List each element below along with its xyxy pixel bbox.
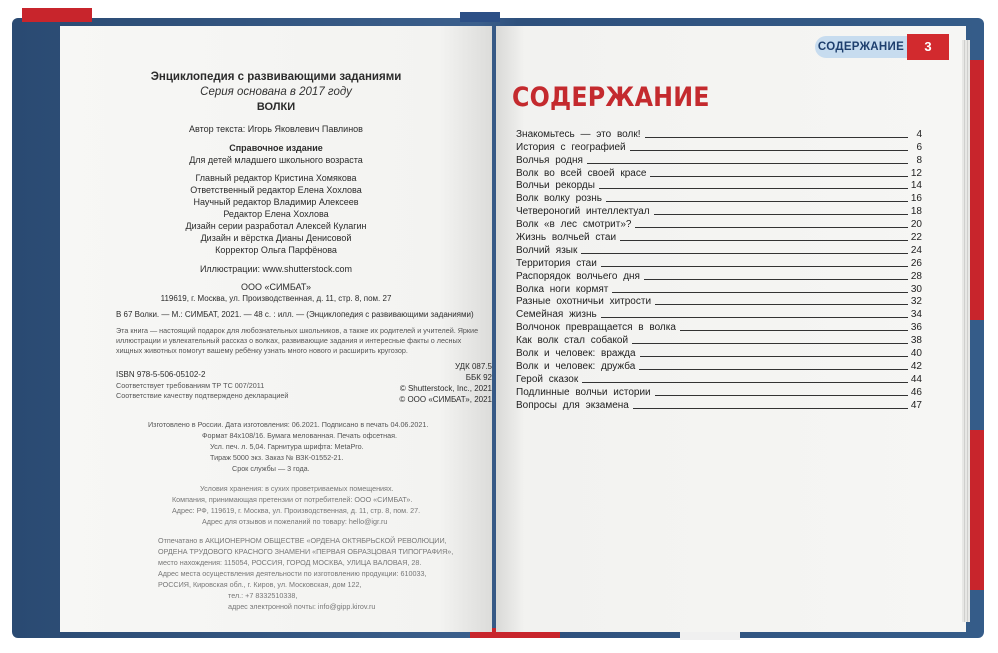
toc-entry — [516, 295, 922, 308]
cover-edge — [970, 430, 984, 590]
toc-leader-line — [582, 381, 908, 383]
series-founded: Серия основана в 2017 году — [200, 86, 352, 98]
annotation-line: хищных животных помогут вашему ребёнку узнать много нового и расширить кругозор. — [116, 346, 408, 355]
toc-leader-line — [633, 407, 908, 409]
toc-entry — [516, 153, 922, 166]
toc-entry-title: Семейная жизнь — [516, 309, 597, 321]
toc-entry-page: 24 — [910, 244, 922, 256]
copyright-line: © Shutterstock, Inc., 2021 — [399, 384, 492, 393]
toc-entry-page: 36 — [910, 322, 922, 334]
certification-line: Соответствует требованиям ТР ТС 007/2011 — [116, 381, 265, 390]
table-of-contents — [516, 127, 922, 411]
toc-leader-line — [655, 303, 908, 305]
print-info-line: Формат 84х108/16. Бумага мелованная. Печать офсетная. — [202, 431, 398, 440]
toc-leader-line — [655, 394, 908, 396]
toc-entry — [516, 269, 922, 282]
toc-entry — [516, 217, 922, 230]
staff-line: Ответственный редактор Елена Хохлова — [190, 185, 362, 195]
annotation-line: Эта книга — настоящий подарок для любознательных школьников, а также их родителей и учителей. Яркие — [116, 326, 479, 335]
toc-leader-line — [654, 213, 908, 215]
toc-entry-page: 28 — [910, 270, 922, 282]
toc-leader-line — [680, 329, 908, 331]
toc-leader-line — [639, 368, 908, 370]
staff-line: Главный редактор Кристина Хомякова — [195, 173, 357, 183]
toc-entry — [516, 166, 922, 179]
staff-line: Научный редактор Владимир Алексеев — [193, 197, 359, 207]
section-tab: СОДЕРЖАНИЕ — [815, 36, 907, 58]
toc-entry — [516, 346, 922, 359]
printer-info-line: адрес электронной почты: info@gipp.kirov.ru — [228, 602, 376, 611]
toc-leader-line — [581, 252, 908, 254]
printer-info-line: РОССИЯ, Кировская обл., г. Киров, ул. Московская, дом 122, — [158, 580, 362, 589]
book-title: ВОЛКИ — [256, 101, 296, 113]
toc-entry-page: 44 — [910, 373, 922, 385]
toc-leader-line — [601, 316, 908, 318]
toc-entry — [516, 243, 922, 256]
toc-entry-page: 14 — [910, 180, 922, 192]
udk-code: УДК 087.5 — [454, 362, 492, 371]
toc-entry-title: Волчий язык — [516, 244, 578, 256]
annotation-line: иллюстрации и увлекательный рассказ о волках, развивающие задания и интересные факты о лесных — [116, 336, 462, 345]
toc-entry — [516, 191, 922, 204]
toc-entry-title: Волчьи рекорды — [516, 180, 595, 192]
bibliographic-record: В 67 Волки. — М.: СИМБАТ, 2021. — 48 с. : илл. — (Энциклопедия с развивающими заданиями) — [116, 310, 474, 319]
toc-entry-title: Четвероногий интеллектуал — [516, 206, 650, 218]
toc-entry-title: Жизнь волчьей стаи — [516, 232, 617, 244]
toc-entry-title: Как волк стал собакой — [516, 335, 629, 347]
printer-info-line: Отпечатано в АКЦИОНЕРНОМ ОБЩЕСТВЕ «ОРДЕНА ОКТЯБРЬСКОЙ РЕВОЛЮЦИИ, — [158, 536, 447, 545]
print-info-line: Изготовлено в России. Дата изготовления: 06.2021. Подписано в печать 04.06.2021. — [148, 420, 429, 429]
printer-info-line: Адрес места осуществления деятельности по изготовлению продукции: 610033, — [158, 569, 427, 578]
toc-leader-line — [645, 136, 909, 138]
toc-entry-page: 47 — [910, 399, 922, 411]
cover-stripe — [22, 8, 92, 22]
toc-entry-title: Знакомьтесь — это волк! — [516, 128, 641, 140]
toc-entry — [516, 230, 922, 243]
left-page — [60, 26, 492, 632]
toc-entry — [516, 307, 922, 320]
staff-line: Дизайн и вёрстка Дианы Денисовой — [200, 233, 352, 243]
toc-entry — [516, 372, 922, 385]
storage-info-line: Адрес: РФ, 119619, г. Москва, ул. Производственная, д. 11, стр. 8, пом. 27. — [172, 506, 421, 515]
toc-entry-page: 38 — [910, 335, 922, 347]
toc-entry-title: Волк во всей своей красе — [516, 167, 647, 179]
toc-entry — [516, 385, 922, 398]
toc-entry-page: 20 — [910, 219, 922, 231]
toc-entry-title: Подлинные волчьи истории — [516, 386, 651, 398]
toc-entry-page: 4 — [916, 128, 922, 140]
illustrations-credit: Иллюстрации: www.shutterstock.com — [199, 264, 353, 274]
storage-info-line: Условия хранения: в сухих проветриваемых помещениях. — [200, 484, 394, 493]
storage-info-line: Адрес для отзывов и пожеланий по товару: hello@igr.ru — [202, 517, 388, 526]
toc-entry — [516, 333, 922, 346]
toc-entry-page: 22 — [910, 232, 922, 244]
printer-info-line: тел.: +7 8332510338, — [228, 591, 298, 600]
toc-entry — [516, 320, 922, 333]
print-info-line: Усл. печ. л. 5,04. Гарнитура шрифта: MetaPro. — [210, 442, 364, 451]
toc-leader-line — [640, 355, 908, 357]
toc-entry — [516, 179, 922, 192]
print-info-line: Тираж 5000 экз. Заказ № ВЗК-01552-21. — [210, 453, 344, 462]
cover-edge — [970, 60, 984, 320]
printer-info-line: место нахождения: 115054, РОССИЯ, ГОРОД МОСКВА, УЛИЦА ВАЛОВАЯ, 28. — [158, 558, 422, 567]
toc-entry-page: 34 — [910, 309, 922, 321]
toc-entry-title: История с географией — [516, 141, 626, 153]
publisher-name: ООО «СИМБАТ» — [240, 282, 312, 292]
page-edges — [962, 40, 970, 622]
publisher-address: 119619, г. Москва, ул. Производственная, д. 11, стр. 8, пом. 27 — [160, 294, 392, 303]
toc-entry-page: 40 — [910, 348, 922, 360]
toc-entry-page: 6 — [916, 141, 922, 153]
isbn: ISBN 978-5-506-05102-2 — [116, 370, 206, 379]
toc-entry-title: Волк «в лес смотрит»? — [516, 219, 632, 231]
staff-line: Дизайн серии разработал Алексей Кулагин — [185, 221, 367, 231]
toc-entry-title: Волчонок превращается в волка — [516, 322, 676, 334]
toc-entry-title: Герой сказок — [516, 373, 579, 385]
toc-heading: СОДЕРЖАНИЕ — [512, 82, 710, 113]
toc-leader-line — [644, 278, 908, 280]
toc-entry-title: Территория стаи — [516, 257, 597, 269]
edition-type: Справочное издание — [229, 143, 323, 153]
bbk-code: ББК 92 — [465, 373, 492, 382]
toc-entry — [516, 204, 922, 217]
toc-leader-line — [620, 239, 908, 241]
print-info-line: Срок службы — 3 года. — [232, 464, 310, 473]
toc-leader-line — [630, 149, 908, 151]
toc-leader-line — [601, 265, 908, 267]
toc-leader-line — [587, 162, 908, 164]
toc-entry-title: Волк волку рознь — [516, 193, 602, 205]
toc-entry-title: Волк и человек: вражда — [516, 348, 636, 360]
storage-info-line: Компания, принимающая претензии от потребителей: ООО «СИМБАТ». — [172, 495, 413, 504]
series-title: Энциклопедия с развивающими заданиями — [150, 71, 402, 83]
audience-line: Для детей младшего школьного возраста — [189, 155, 363, 165]
toc-leader-line — [632, 342, 908, 344]
toc-entry — [516, 282, 922, 295]
toc-entry — [516, 398, 922, 411]
toc-entry-page: 30 — [910, 283, 922, 295]
copyright-line: © ООО «СИМБАТ», 2021 — [399, 395, 492, 404]
author-line: Автор текста: Игорь Яковлевич Павлинов — [189, 124, 363, 134]
printer-info-line: ОРДЕНА ТРУДОВОГО КРАСНОГО ЗНАМЕНИ «ПЕРВАЯ ОБРАЗЦОВАЯ ТИПОГРАФИЯ», — [158, 547, 454, 556]
staff-line: Редактор Елена Хохлова — [223, 209, 329, 219]
toc-entry-title: Волка ноги кормят — [516, 283, 609, 295]
toc-entry-page: 32 — [910, 296, 922, 308]
toc-entry-title: Разные охотничьи хитрости — [516, 296, 652, 308]
toc-leader-line — [635, 226, 908, 228]
toc-leader-line — [650, 175, 908, 177]
toc-leader-line — [612, 291, 908, 293]
toc-entry — [516, 127, 922, 140]
toc-entry — [516, 359, 922, 372]
toc-leader-line — [606, 200, 908, 202]
toc-entry — [516, 140, 922, 153]
staff-line: Корректор Ольга Парфёнова — [215, 245, 337, 255]
toc-entry-title: Распорядок волчьего дня — [516, 270, 640, 282]
toc-entry-title: Волк и человек: дружба — [516, 360, 636, 372]
toc-entry-page: 42 — [910, 360, 922, 372]
toc-entry-page: 8 — [916, 154, 922, 166]
toc-entry-page: 12 — [910, 167, 922, 179]
certification-line: Соответствие качеству подтверждено декларацией — [116, 391, 289, 400]
toc-entry-page: 18 — [910, 206, 922, 218]
page-number: 3 — [907, 34, 949, 60]
toc-entry-page: 16 — [910, 193, 922, 205]
toc-entry-title: Вопросы для экзамена — [516, 399, 629, 411]
cover-stripe — [460, 12, 500, 22]
toc-entry-page: 46 — [910, 386, 922, 398]
toc-entry-title: Волчья родня — [516, 154, 583, 166]
toc-leader-line — [599, 187, 908, 189]
toc-entry-page: 26 — [910, 257, 922, 269]
toc-entry — [516, 256, 922, 269]
